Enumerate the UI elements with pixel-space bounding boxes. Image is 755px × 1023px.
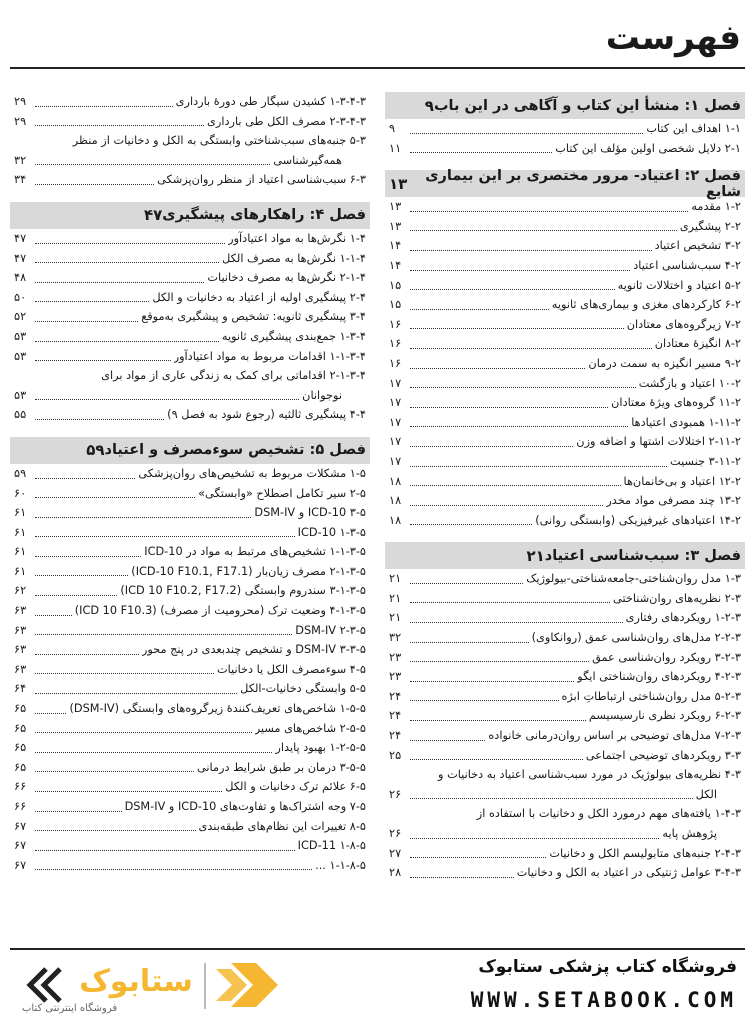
column-fade	[385, 934, 745, 948]
toc-entry-title: ۴-۵ سوءمصرف الکل یا دخانیات	[216, 662, 366, 676]
page-number: ۶۰	[14, 486, 27, 500]
dot-leader	[35, 830, 196, 831]
page-number: ۲۱	[389, 611, 402, 625]
toc-entry	[385, 667, 745, 687]
toc-entry	[10, 542, 370, 562]
toc-entry-title: ۱-۱-۳-۵ تشخیص‌های مرتبط به مواد در ICD-10	[144, 545, 366, 559]
page-number: ۵۹	[14, 466, 27, 480]
page-number: ۱۶	[389, 317, 402, 331]
page-number: ۱۴	[389, 258, 402, 272]
page-number: ۵۳	[14, 388, 27, 402]
toc-entry	[385, 354, 745, 374]
toc-entry-title: ۱-۱-۴ نگرش‌ها به مصرف الکل	[222, 251, 366, 265]
toc-entry-title: ۷-۲-۳ مدل‌های توضیحی بر اساس روان‌درمانی خانواده	[488, 729, 741, 743]
page-number: ۶۷	[14, 819, 27, 833]
toc-entry	[385, 706, 745, 726]
toc-entry	[10, 405, 370, 425]
toc-entry-title: ۱-۳-۴-۳ کشیدن سیگار طی دورهٔ بارداری	[175, 95, 366, 108]
toc-entry-title: الکل	[695, 787, 717, 801]
dot-leader	[35, 595, 117, 596]
page-number: ۱۳	[389, 200, 402, 214]
dot-leader	[35, 478, 135, 479]
page-number: ۱۳	[389, 219, 402, 233]
page-number: ۵۲	[14, 310, 27, 324]
page-number: ۶۳	[14, 643, 27, 657]
toc-entry-title: ۳-۱-۳-۵ سندروم وابستگی (ICD 10 F10.2, F17.2)	[120, 584, 366, 598]
page-number: ۹	[389, 122, 396, 135]
toc-entry-title: ۵-۵ وابستگی دخانیات-الکل	[240, 682, 366, 696]
dot-leader	[35, 752, 272, 753]
toc-entry-title: ۲-۳-۵ DSM-IV	[295, 623, 366, 637]
dot-leader	[410, 368, 585, 369]
dot-leader	[35, 497, 195, 498]
toc-entry-title: ۶-۲-۳ رویکرد نظری نارسیسیسم	[588, 709, 741, 723]
page-number: ۲۸	[389, 866, 402, 880]
toc-entry	[10, 797, 370, 817]
page-number: ۵۳	[14, 329, 27, 343]
dot-leader	[35, 341, 219, 342]
page-number: ۵۵	[14, 408, 27, 422]
dot-leader	[410, 798, 693, 799]
toc-entry	[10, 503, 370, 523]
page-number: ۲۱	[526, 546, 545, 565]
toc-entry-title: ۲-۱-۳-۵ مصرف زیان‌بار (ICD-10 F10.1, F17.1)	[131, 564, 366, 578]
dot-leader	[410, 857, 546, 858]
toc-entry	[385, 217, 745, 237]
toc-entry	[385, 315, 745, 335]
toc-entry	[10, 719, 370, 739]
page-number: ۲۵	[389, 748, 402, 762]
page-number: ۶۱	[14, 525, 27, 539]
page-number: ۵۹	[86, 441, 105, 460]
dot-leader	[410, 602, 610, 603]
dot-leader	[35, 517, 251, 518]
title-divider	[10, 67, 745, 69]
page-number: ۳۴	[14, 173, 27, 187]
page-number: ۲۳	[389, 650, 402, 664]
svg-text:ستابوک: ستابوک	[79, 964, 193, 999]
toc-entry-title: فصل ۴: راهکارهای پیشگیری	[162, 207, 366, 224]
toc-entry	[385, 472, 745, 492]
toc-entry-title: ۲-۲ پیشگیری	[679, 219, 741, 233]
page-number: ۶۷	[14, 858, 27, 872]
toc-entry-title: ۴-۴ پیشگیری ثالثیه (رجوع شود به فصل ۹)	[167, 408, 366, 422]
dot-leader	[410, 387, 636, 388]
toc-entry-title: ۱-۳-۵ ICD-10	[297, 525, 366, 539]
toc-entry	[10, 679, 370, 699]
toc-entry-title: ۷-۵ وجه اشتراک‌ها و تفاوت‌های ICD-10 و DSM-IV	[124, 800, 366, 813]
toc-entry: ۴-۳ نظریه‌های بیولوژیک در مورد سبب‌شناسی اعتیاد به دخانیات و	[438, 768, 741, 782]
logo-tagline: فروشگاه اینترنتی کتاب	[22, 1003, 118, 1014]
page-number: ۲۴	[389, 689, 402, 703]
dot-leader	[35, 184, 154, 185]
dot-leader	[35, 164, 270, 165]
toc-entry	[385, 844, 745, 864]
toc-entry	[10, 151, 370, 171]
page-number: ۲۱	[389, 572, 402, 586]
dot-leader	[410, 446, 573, 447]
toc-entry-title: ۳-۲-۳ رویکرد روان‌شناسی عمق	[592, 650, 741, 664]
toc-entry-title: فصل ۵: تشخیص سوءمصرف و اعتیاد	[104, 442, 366, 459]
page-number: ۴۷	[14, 231, 27, 245]
chapter-heading	[385, 542, 745, 569]
page-number: ۶۶	[14, 780, 27, 794]
toc-entry	[10, 386, 370, 406]
dot-leader	[410, 289, 615, 290]
toc-entry	[10, 562, 370, 582]
dot-leader	[35, 243, 225, 244]
toc-entry-title: نوجوانان	[302, 388, 342, 402]
toc-entry	[385, 746, 745, 766]
dot-leader	[410, 740, 485, 741]
dot-leader	[35, 282, 204, 283]
dot-leader	[410, 250, 652, 251]
toc-entry-title: ۳-۳-۵ DSM-IV و تشخیص چندبعدی در پنج محور	[141, 643, 366, 657]
page-number: ۱۸	[389, 474, 402, 488]
dot-leader	[410, 211, 688, 212]
toc-entry-title: ۶-۵ علائم ترک دخانیات و الکل	[225, 780, 366, 794]
toc-entry	[385, 491, 745, 511]
toc-entry	[10, 347, 370, 367]
toc-entry-title: پژوهش پایه	[662, 827, 717, 840]
toc-entry-title: ۲-۴-۳ جنبه‌های متابولیسم الکل و دخانیات	[549, 846, 741, 860]
toc-entry	[10, 581, 370, 601]
toc-entry-title: ۳-۵-۵ درمان بر طبق شرایط درمانی	[196, 760, 366, 774]
toc-entry-title: ۲-۱-۴ نگرش‌ها به مصرف دخانیات	[207, 271, 366, 285]
toc-entry-title: ۹-۲ مسیر انگیزه به سمت درمان	[588, 356, 741, 370]
page-number: ۱۳	[389, 174, 408, 193]
toc-entry: ۲-۱-۳-۴ اقداماتی برای کمک به زندگی عاری از مواد برای	[101, 369, 366, 383]
page-number: ۲۴	[389, 709, 402, 723]
page-number: ۶۴	[14, 682, 27, 696]
toc-entry-title: فصل ۲: اعتیاد- مرور مختصری بر این بیماری شایع	[425, 167, 741, 200]
toc-entry-title: ۲-۵ سیر تکامل اصطلاح «وابستگی»	[198, 486, 366, 500]
dot-leader	[35, 106, 173, 107]
toc-entry	[10, 307, 370, 327]
toc-entry	[385, 511, 745, 531]
page-number: ۱۷	[389, 415, 402, 429]
toc-entry-title: ۲-۲-۳ مدل‌های روان‌شناسی عمق (روانکاوی)	[531, 631, 741, 645]
page-number: ۱۶	[389, 356, 402, 370]
dot-leader	[35, 732, 252, 733]
dot-leader	[410, 407, 608, 408]
toc-entry	[10, 229, 370, 249]
toc-entry	[385, 569, 745, 589]
dot-leader	[410, 348, 652, 349]
dot-leader	[410, 622, 623, 623]
page-number: ۱۷	[389, 396, 402, 410]
toc-entry-title: ۴-۱-۳-۵ وضعیت ترک (محرومیت از مصرف) (ICD 10 F10.3)	[74, 604, 366, 618]
page-number: ۲۶	[389, 827, 402, 840]
toc-entry-title: ۳-۲ تشخیص اعتیاد	[654, 239, 741, 253]
chapter-heading	[385, 92, 745, 119]
dot-leader	[410, 681, 574, 682]
toc-entry	[385, 119, 745, 139]
toc-entry-title: ۳-۱۱-۲ جنسیت	[669, 454, 741, 468]
toc-entry-title: ۵-۲-۳ مدل روان‌شناختی ارتباطاتِ ابژه	[561, 689, 741, 703]
dot-leader	[410, 328, 624, 329]
page-number: ۶۱	[14, 545, 27, 559]
dot-leader	[35, 262, 219, 263]
toc-entry	[385, 726, 745, 746]
toc-entry	[10, 170, 370, 190]
toc-entry-title: ۸-۵ تغییرات این نظام‌های طبقه‌بندی	[198, 819, 366, 833]
page-number: ۲۳	[389, 670, 402, 684]
toc-entry-title: ۳-۳ رویکردهای توضیحی اجتماعی	[585, 748, 741, 762]
toc-entry-title: ۱-۲-۳ رویکردهای رفتاری	[625, 611, 741, 625]
toc-entry	[385, 276, 745, 296]
dot-leader	[410, 877, 514, 878]
page-number: ۶۳	[14, 623, 27, 637]
toc-entry-title: ۳-۴ پیشگیری ثانویه: تشخیص و پیشگیری به‌موقع	[141, 310, 366, 324]
toc-entry-title: ۱-۲ مقدمه	[691, 200, 741, 214]
toc-entry: ۱-۴-۳ یافته‌های مهم درمورد الکل و دخانیات با استفاده از	[476, 807, 741, 821]
toc-entry	[10, 249, 370, 269]
toc-entry-title: ۳-۴-۳ عوامل ژنتیکی در اعتیاد به الکل و دخانیات	[516, 866, 741, 880]
toc-entry	[385, 295, 745, 315]
dot-leader	[410, 583, 523, 584]
dot-leader	[35, 399, 299, 400]
toc-entry-title: ۱-۵ مشکلات مربوط به تشخیص‌های روان‌پزشکی	[138, 466, 366, 480]
page-number: ۵۳	[14, 349, 27, 363]
dot-leader	[35, 360, 171, 361]
toc-entry	[385, 648, 745, 668]
toc-entry	[385, 589, 745, 609]
page-number: ۱۵	[389, 298, 402, 312]
dot-leader	[410, 642, 529, 643]
page-number: ۴۸	[14, 271, 27, 285]
toc-entry	[10, 523, 370, 543]
toc-entry	[10, 484, 370, 504]
page-number: ۵۰	[14, 290, 27, 304]
toc-entry	[385, 785, 745, 805]
page-number: ۹	[424, 96, 434, 115]
dot-leader	[410, 661, 589, 662]
dot-leader	[35, 536, 295, 537]
toc-entry	[10, 601, 370, 621]
toc-entry-title: ۱۰-۲ اعتیاد و بازگشت	[638, 376, 741, 390]
toc-entry-title: ۲-۴ پیشگیری اولیه از اعتیاد به دخانیات و الکل	[152, 290, 366, 304]
toc-entry-title: ۲-۱۱-۲ اختلالات اشتها و اضافه وزن	[576, 435, 741, 449]
toc-entry-title: ۱-۴ نگرش‌ها به مواد اعتیادآور	[228, 231, 366, 245]
dot-leader	[410, 426, 628, 427]
dot-leader	[410, 759, 583, 760]
toc-entry	[10, 640, 370, 660]
page-number: ۲۴	[389, 729, 402, 743]
toc-entry-title: ۲-۳ نظریه‌های روان‌شناختی	[613, 591, 741, 605]
dot-leader	[35, 575, 128, 576]
toc-entry	[10, 327, 370, 347]
toc-entry	[385, 628, 745, 648]
toc-entry	[385, 432, 745, 452]
page-number: ۱۶	[389, 337, 402, 351]
page-number: ۶۱	[14, 506, 27, 520]
page-number: ۶۵	[14, 741, 27, 755]
toc-entry-title: همه‌گیرشناسی	[273, 153, 342, 167]
dot-leader	[410, 838, 659, 839]
dot-leader	[410, 524, 532, 525]
chapter-heading	[10, 202, 370, 229]
page-number: ۶۲	[14, 584, 27, 598]
toc-entry-title: ۶-۳ سبب‌شناسی اعتیاد از منظر روان‌پزشکی	[157, 173, 366, 187]
dot-leader	[35, 419, 164, 420]
toc-entry-title: ۲-۵-۵ شاخص‌های مسیر	[254, 721, 366, 735]
toc-entry	[385, 824, 745, 844]
toc-entry	[10, 112, 370, 132]
dot-leader	[35, 791, 222, 792]
dot-leader	[410, 720, 586, 721]
dot-leader	[35, 125, 204, 126]
dot-leader	[410, 152, 552, 153]
toc-entry-title: ۷-۲ زیرگروه‌های معتادان	[626, 317, 741, 331]
page-number: ۲۶	[389, 787, 402, 801]
toc-entry	[10, 699, 370, 719]
dot-leader	[35, 301, 149, 302]
page-number: ۶۵	[14, 721, 27, 735]
toc-entry-title: ۱-۵-۵ شاخص‌های تعریف‌کنندهٔ زیرگروه‌های وابستگی (DSM-IV)	[69, 702, 366, 716]
dot-leader	[35, 673, 214, 674]
page-number: ۱۸	[389, 513, 402, 527]
toc-entry	[10, 836, 370, 856]
toc-entry-title: ۳-۵ ICD-10 و DSM-IV	[254, 506, 366, 520]
dot-leader	[35, 811, 122, 812]
toc-entry	[385, 413, 745, 433]
page-number: ۱۷	[389, 376, 402, 390]
page-number: ۱۴	[389, 239, 402, 253]
toc-entry-title: ۴-۲ سبب‌شناسی اعتیاد	[633, 258, 741, 272]
toc-entry-title: ۱۳-۲ چند مصرفی مواد مخدر	[606, 494, 741, 508]
toc-entry	[10, 758, 370, 778]
page-number: ۱۷	[389, 435, 402, 449]
page-number: ۳۲	[389, 631, 402, 645]
toc-entry	[10, 92, 370, 112]
toc-entry-title: ۱-۸-۵ ICD-11	[297, 839, 366, 853]
chapter-heading	[10, 437, 370, 464]
page-number: ۴۷	[14, 251, 27, 265]
store-url[interactable]: WWW.SETABOOK.COM	[470, 988, 737, 1012]
toc-entry-title: فصل ۱: منشأ این کتاب و آگاهی در این باب	[433, 97, 741, 114]
toc-entry	[385, 139, 745, 159]
toc-entry	[10, 738, 370, 758]
toc-entry-title: ۱۱-۲ گروه‌های ویژهٔ معتادان	[611, 396, 741, 410]
page-number: ۶۶	[14, 800, 27, 813]
toc-entry-title: ۱-۳ مدل روان‌شناختی-جامعه‌شناختی-بیولوژیک	[526, 572, 741, 586]
toc-entry-title: ۱-۱۱-۲ همبودی اعتیادها	[631, 415, 741, 429]
toc-entry-title: ۱-۲-۵-۵ بهبود پایدار	[275, 741, 366, 755]
toc-entry-title: فصل ۳: سبب‌شناسی اعتیاد	[544, 547, 741, 564]
dot-leader	[35, 634, 292, 635]
toc-entry	[10, 464, 370, 484]
page-number: ۲۱	[389, 591, 402, 605]
toc-entry	[10, 268, 370, 288]
dot-leader	[410, 700, 559, 701]
toc-entry	[385, 452, 745, 472]
page-number: ۶۳	[14, 662, 27, 676]
dot-leader	[35, 321, 138, 322]
dot-leader	[35, 693, 237, 694]
toc-entry-title: ۱-۱-۸-۵ ...	[315, 858, 366, 872]
toc-entry	[385, 393, 745, 413]
toc-entry	[385, 197, 745, 217]
toc-entry-title: ۱-۱-۳-۴ اقدامات مربوط به مواد اعتیادآور	[173, 349, 366, 363]
toc-entry	[10, 777, 370, 797]
toc-entry	[10, 621, 370, 641]
dot-leader	[410, 133, 643, 134]
toc-entry-title: ۱-۳-۴ جمع‌بندی پیشگیری ثانویه	[221, 329, 366, 343]
page-number: ۱۱	[389, 141, 402, 155]
page-number: ۴۷	[143, 206, 163, 225]
dot-leader	[35, 654, 139, 655]
dot-leader	[35, 869, 312, 870]
toc-entry-title: ۸-۲ انگیزهٔ معتادان	[654, 337, 741, 351]
toc-entry-title: ۱-۱ اهداف این کتاب	[646, 122, 741, 135]
toc-entry-title: ۱۴-۲ اعتیادهای غیرفیزیکی (وابستگی روانی)	[535, 513, 741, 527]
toc-entry	[385, 256, 745, 276]
dot-leader	[410, 270, 630, 271]
dot-leader	[35, 713, 66, 714]
dot-leader	[35, 556, 141, 557]
page-number: ۶۵	[14, 760, 27, 774]
toc-entry	[10, 817, 370, 837]
toc-column-left	[10, 92, 370, 948]
toc-entry	[385, 608, 745, 628]
toc-entry-title: ۱۲-۲ اعتیاد و بی‌خانمان‌ها	[623, 474, 741, 488]
dot-leader	[410, 485, 621, 486]
page-number: ۶۵	[14, 702, 27, 716]
toc-entry	[385, 334, 745, 354]
toc-entry	[385, 687, 745, 707]
toc-entry	[385, 236, 745, 256]
page-number: ۲۹	[14, 95, 27, 108]
page-number: ۶۳	[14, 604, 27, 618]
dot-leader	[410, 505, 603, 506]
toc-entry	[385, 863, 745, 883]
toc-entry-title: ۲-۳-۴-۳ مصرف الکل طی بارداری	[207, 114, 366, 128]
toc-entry	[10, 856, 370, 876]
toc-entry-title: ۲-۱ دلایل شخصی اولین مؤلف این کتاب	[555, 141, 741, 155]
toc-entry	[10, 288, 370, 308]
dot-leader	[35, 850, 295, 851]
dot-leader	[410, 466, 667, 467]
page-number: ۱۷	[389, 454, 402, 468]
toc-entry-title: ۵-۲ اعتیاد و اختلالات ثانویه	[617, 278, 741, 292]
dot-leader	[410, 309, 549, 310]
dot-leader	[35, 771, 194, 772]
page-title: فهرست	[605, 18, 741, 58]
page-number: ۲۷	[389, 846, 402, 860]
store-name: فروشگاه کتاب پزشکی ستابوک	[478, 957, 737, 977]
footer-divider	[10, 948, 745, 950]
page-number: ۶۷	[14, 839, 27, 853]
page-number: ۱۵	[389, 278, 402, 292]
page-number: ۲۹	[14, 114, 27, 128]
toc-entry-title: ۴-۲-۳ رویکردهای روان‌شناختی ایگو	[577, 670, 741, 684]
toc-entry	[385, 374, 745, 394]
toc-entry-title: ۶-۲ کارکردهای مغزی و بیماری‌های ثانویه	[551, 298, 741, 312]
page-number: ۶۱	[14, 564, 27, 578]
page-number: ۱۸	[389, 494, 402, 508]
toc-column-right	[385, 92, 745, 948]
dot-leader	[410, 230, 677, 231]
page-number: ۳۲	[14, 153, 27, 167]
toc-entry	[10, 660, 370, 680]
column-fade	[10, 934, 370, 948]
chapter-heading	[385, 167, 745, 200]
toc-entry: ۵-۳ جنبه‌های سبب‌شناختی وابستگی به الکل و دخانیات از منظر	[72, 134, 366, 148]
dot-leader	[35, 615, 72, 616]
